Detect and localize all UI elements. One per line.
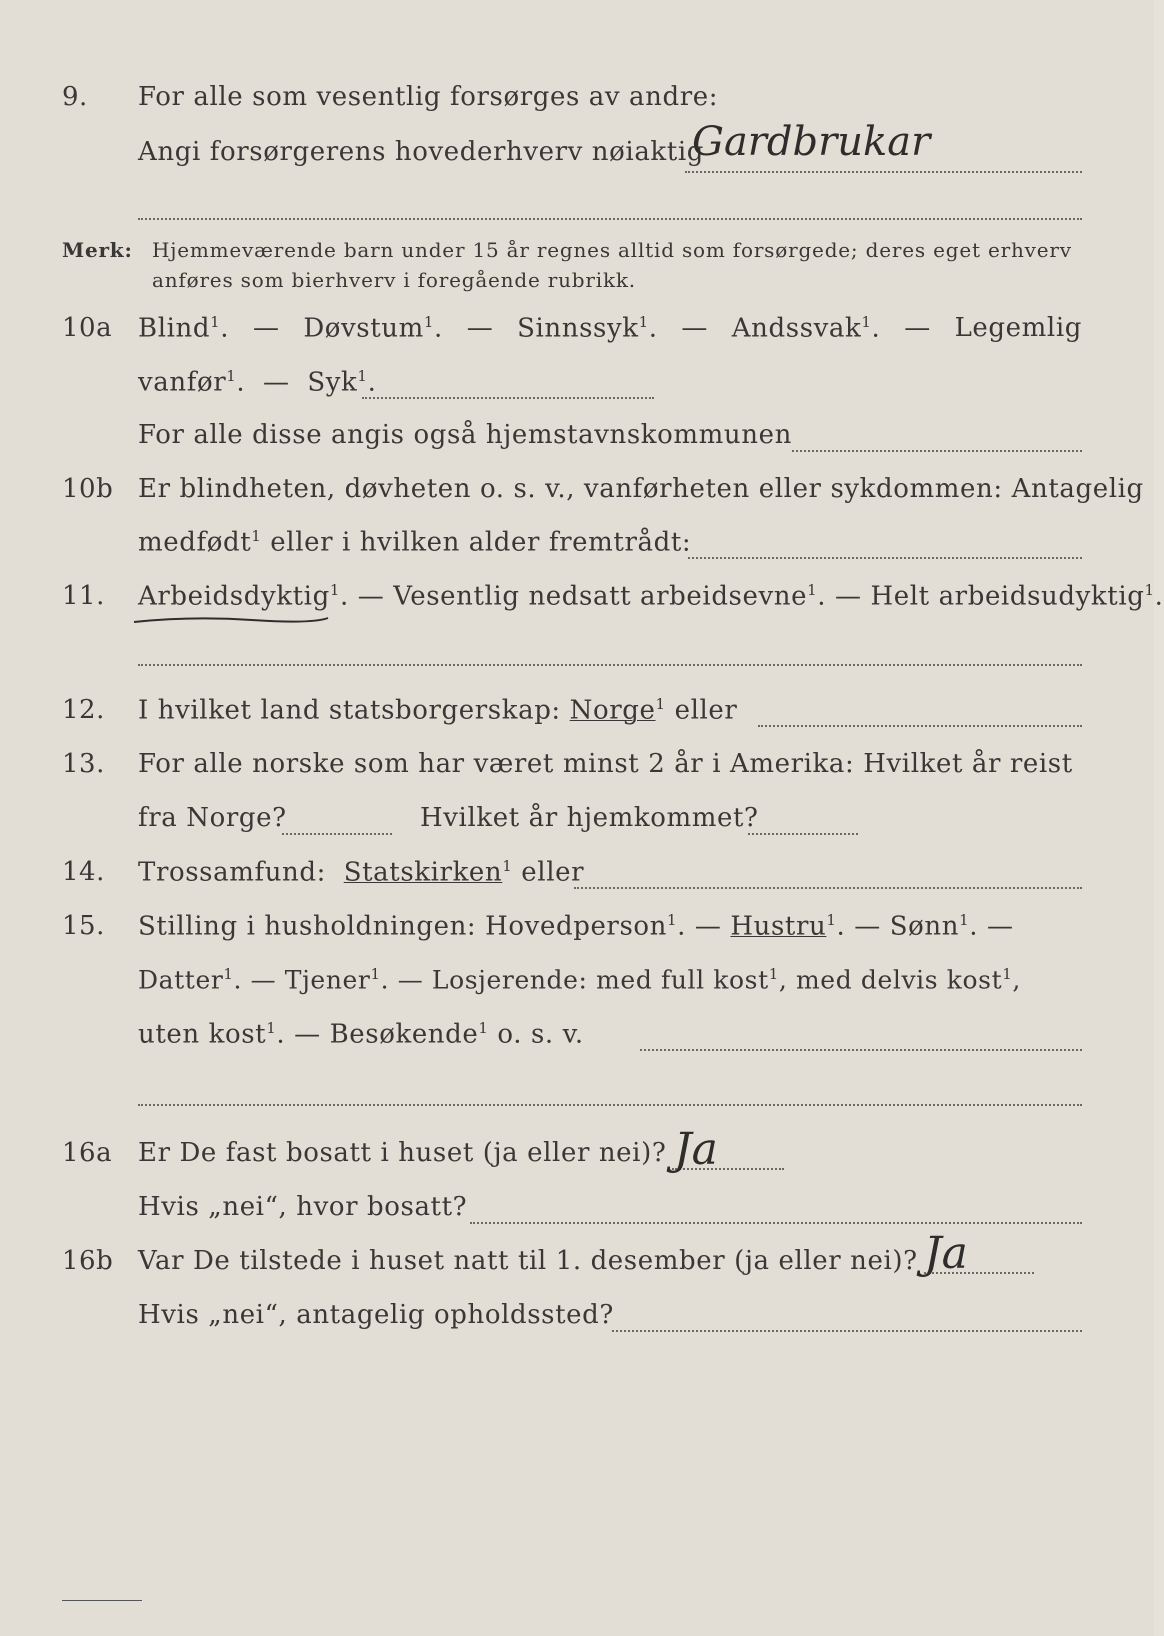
answer-line	[362, 397, 654, 399]
separator: —	[681, 313, 709, 343]
question-10a-line2	[0, 367, 1154, 407]
question-text: Er blindheten, døvheten o. s. v., vanførheten eller sykdommen: Antagelig	[138, 474, 1144, 504]
question-text: Hvis „nei“, hvor bosatt?	[138, 1192, 468, 1222]
question-text: For alle som vesentlig forsørges av andre:	[138, 82, 719, 112]
question-options: Datter$^1$. — Tjener$^1$. — Losjerende: med full kost$^1$, med delvis kost$^1$,	[138, 965, 1021, 995]
question-text: Trossamfund: Statskirken$^1$ eller	[138, 857, 585, 888]
note-text: anføres som bierhverv i foregående rubrikk.	[152, 268, 636, 292]
question-text: medfødt$^1$ eller i hvilken alder fremtrådt:	[138, 527, 692, 558]
option-norge: Norge	[569, 695, 656, 726]
question-15	[0, 911, 1154, 951]
question-10a	[0, 313, 1154, 353]
option-hustru: Hustru	[730, 911, 827, 942]
option-dovstum: Døvstum$^1$.	[303, 313, 443, 344]
question-16b-line2	[0, 1300, 1154, 1340]
question-15-line2	[0, 965, 1154, 1005]
question-10a-line3	[0, 420, 1154, 460]
question-number: 15.	[62, 911, 105, 941]
answer-line	[688, 557, 1082, 559]
answer-line	[574, 887, 1082, 889]
question-13	[0, 749, 1154, 789]
question-10b-line2	[0, 527, 1154, 567]
question-text: Er De fast bosatt i huset (ja eller nei)?	[138, 1138, 667, 1168]
question-text: I hvilket land statsborgerskap: Norge$^1$ eller	[138, 695, 738, 726]
answer-line	[138, 664, 1082, 666]
answer-line	[612, 1330, 1082, 1332]
option-legemlig: Legemlig	[954, 313, 1082, 343]
separator: —	[904, 313, 931, 343]
question-text: For alle disse angis også hjemstavnskommunen	[138, 420, 792, 450]
question-15-line3	[0, 1019, 1154, 1059]
question-text: fra Norge?	[138, 803, 287, 833]
question-options: Arbeidsdyktig$^1$. — Vesentlig nedsatt arbeidsevne$^1$. — Helt arbeidsudyktig$^1$.	[138, 581, 1164, 612]
question-number: 9.	[62, 82, 88, 112]
handwritten-underline	[132, 608, 332, 630]
question-text: Hvilket år hjemkommet?	[420, 803, 759, 833]
question-16b	[0, 1228, 1154, 1286]
option-blind: Blind$^1$.	[138, 313, 230, 344]
question-number: 16a	[62, 1138, 113, 1168]
question-number: 13.	[62, 749, 105, 779]
note-block-line2	[0, 268, 1154, 308]
question-number: 14.	[62, 857, 105, 887]
answer-line	[138, 218, 1082, 220]
question-9	[0, 82, 1154, 122]
handwritten-answer: Ja	[924, 1228, 968, 1279]
answer-line	[758, 725, 1082, 727]
answer-line	[138, 1104, 1082, 1106]
note-label: Merk:	[62, 238, 133, 262]
option-statskirken: Statskirken	[343, 857, 503, 888]
answer-line	[640, 1049, 1082, 1051]
question-14	[0, 857, 1154, 897]
question-options: uten kost$^1$. — Besøkende$^1$ o. s. v.	[138, 1019, 584, 1050]
note-text: Hjemmeværende barn under 15 år regnes alltid som forsørgede; deres eget erhverv	[152, 238, 1072, 262]
question-10b	[0, 474, 1154, 514]
question-number: 10a	[62, 313, 113, 343]
option-andssvak: Andssvak$^1$.	[731, 313, 881, 344]
option-sinnssyk: Sinnssyk$^1$.	[517, 313, 658, 344]
answer-line	[748, 833, 858, 835]
handwritten-answer: Ja	[674, 1124, 718, 1175]
answer-line	[282, 833, 392, 835]
question-text: vanfør$^1$. — Syk$^1$.	[138, 367, 377, 398]
answer-line	[792, 450, 1082, 452]
question-number: 16b	[62, 1246, 114, 1276]
question-16a	[0, 1124, 1154, 1178]
question-number: 11.	[62, 581, 105, 611]
separator: —	[252, 313, 280, 343]
question-13-line2	[0, 803, 1154, 843]
question-text: Var De tilstede i huset natt til 1. desember (ja eller nei)?	[138, 1246, 918, 1276]
option-arbeidsdyktig: Arbeidsdyktig	[138, 581, 330, 612]
question-text: For alle norske som har været minst 2 år i Amerika: Hvilket år reist	[138, 749, 1073, 779]
handwritten-answer: Gardbrukar	[692, 119, 931, 165]
question-9-line2	[0, 119, 1154, 177]
question-options: Stilling i husholdningen: Hovedperson$^1$. — Hustru$^1$. — Sønn$^1$. —	[138, 911, 1014, 942]
question-number: 12.	[62, 695, 105, 725]
answer-line	[470, 1222, 1082, 1224]
question-text: Angi forsørgerens hovederhverv nøiaktig	[138, 137, 704, 167]
answer-line	[685, 171, 1082, 173]
question-text: Hvis „nei“, antagelig opholdssted?	[138, 1300, 614, 1330]
question-12	[0, 695, 1154, 735]
question-16a-line2	[0, 1192, 1154, 1232]
separator: —	[466, 313, 494, 343]
question-number: 10b	[62, 474, 114, 504]
footnote-rule	[62, 1600, 142, 1601]
question-options	[138, 313, 1082, 344]
